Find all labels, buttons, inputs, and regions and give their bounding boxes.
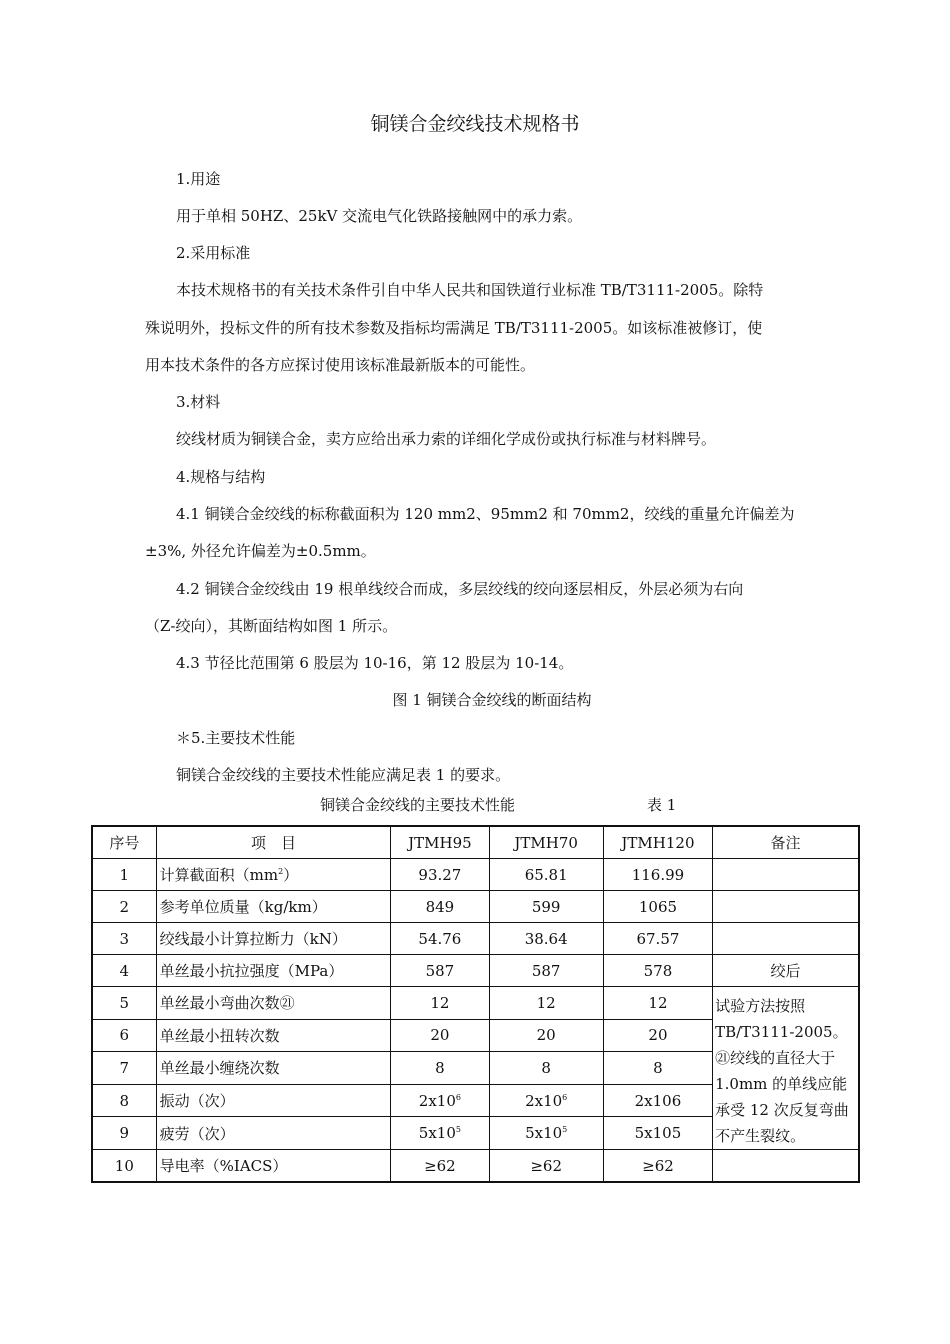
- row-jtmh120: ≥62: [603, 1150, 712, 1183]
- table-row: [92, 923, 859, 955]
- row-jtmh120: 12: [603, 987, 712, 1020]
- table-header-row: [92, 826, 859, 859]
- material-text: 绞线材质为铜镁合金，卖方应给出承力索的详细化学成份或执行标准与材料牌号。: [176, 430, 717, 448]
- row-jtmh70: 38.64: [489, 923, 603, 955]
- row-item: 疲劳（次）: [156, 1117, 391, 1150]
- row-remark: [713, 1150, 859, 1183]
- row-jtmh120: 116.99: [603, 859, 712, 891]
- row-jtmh70: 65.81: [489, 859, 603, 891]
- spec-4-3: 4.3 节径比范围第 6 股层为 10-16，第 12 股层为 10-14。: [176, 654, 574, 672]
- row-jtmh120: 578: [603, 955, 712, 987]
- table-row: [92, 1150, 859, 1183]
- row-jtmh70: $5x10^5$: [489, 1117, 603, 1150]
- performance-table: [91, 825, 860, 1183]
- row-jtmh120: 67.57: [603, 923, 712, 955]
- row-no: 8: [92, 1084, 156, 1117]
- row-jtmh70: 587: [489, 955, 603, 987]
- spec-4-1-line-2: ±3%, 外径允许偏差为±0.5mm。: [145, 542, 376, 560]
- row-item: 单丝最小扭转次数: [156, 1019, 391, 1052]
- table-row: [92, 987, 859, 1020]
- row-no: 7: [92, 1052, 156, 1085]
- row-no: 6: [92, 1019, 156, 1052]
- section-heading-standard: 2.采用标准: [176, 244, 251, 262]
- row-item: 单丝最小弯曲次数㉑: [156, 987, 391, 1020]
- row-jtmh95: 54.76: [391, 923, 489, 955]
- row-item: 单丝最小缠绕次数: [156, 1052, 391, 1085]
- row-no: 4: [92, 955, 156, 987]
- row-remark: [713, 923, 859, 955]
- row-jtmh120: 8: [603, 1052, 712, 1085]
- spec-4-2-line-1: 4.2 铜镁合金绞线由 19 根单线绞合而成，多层绞线的绞向逐层相反，外层必须为右向: [176, 580, 744, 598]
- row-item: 振动（次）: [156, 1084, 391, 1117]
- remark-test-method: 试验方法按照 TB/T3111-2005。 ㉑绞线的直径大于 1.0mm 的单线应能 承受 12 次反复弯曲 不产生裂纹。: [713, 987, 859, 1150]
- row-jtmh95: ≥62: [391, 1150, 489, 1183]
- table-row: [92, 955, 859, 987]
- row-item: 绞线最小计算拉断力（kN）: [156, 923, 391, 955]
- row-no: 5: [92, 987, 156, 1020]
- row-jtmh95: 93.27: [391, 859, 489, 891]
- row-jtmh95: 20: [391, 1019, 489, 1052]
- row-jtmh95: 587: [391, 955, 489, 987]
- row-no: 3: [92, 923, 156, 955]
- standard-text-line-2: 殊说明外，投标文件的所有技术参数及指标均需满足 TB/T3111-2005。如该标准被修订，使: [145, 319, 763, 337]
- table-caption: 铜镁合金绞线的主要技术性能: [320, 796, 516, 814]
- header-no: 序号: [92, 826, 156, 859]
- row-no: 2: [92, 891, 156, 923]
- header-jtmh120: JTMH120: [603, 826, 712, 859]
- standard-text-line-3: 用本技术条件的各方应探讨使用该标准最新版本的可能性。: [145, 356, 536, 374]
- row-item: 参考单位质量（kg/km）: [156, 891, 391, 923]
- row-jtmh70: $2x10^6$: [489, 1084, 603, 1117]
- row-jtmh95: $5x10^5$: [391, 1117, 489, 1150]
- table-number: 表 1: [647, 796, 677, 814]
- row-jtmh120: 1065: [603, 891, 712, 923]
- row-remark: 绞后: [713, 955, 859, 987]
- purpose-text: 用于单相 50HZ、25kV 交流电气化铁路接触网中的承力索。: [176, 207, 583, 225]
- row-jtmh70: 8: [489, 1052, 603, 1085]
- header-remark: 备注: [713, 826, 859, 859]
- spec-4-2-line-2: （Z-绞向），其断面结构如图 1 所示。: [145, 617, 398, 635]
- header-jtmh70: JTMH70: [489, 826, 603, 859]
- row-jtmh70: ≥62: [489, 1150, 603, 1183]
- standard-text-line-1: 本技术规格书的有关技术条件引自中华人民共和国铁道行业标准 TB/T3111-2005。除特: [176, 281, 764, 299]
- row-item: 导电率（%IACS）: [156, 1150, 391, 1183]
- row-jtmh120: 5x105: [603, 1117, 712, 1150]
- row-jtmh70: 20: [489, 1019, 603, 1052]
- spec-4-1-line-1: 4.1 铜镁合金绞线的标称截面积为 120 mm2、95mm2 和 70mm2，绞线的重量允许偏差为: [176, 505, 795, 523]
- row-item: 计算截面积$(mm^2)$: [156, 859, 391, 891]
- row-jtmh120: 2x106: [603, 1084, 712, 1117]
- table-row: [92, 859, 859, 891]
- row-jtmh95: 849: [391, 891, 489, 923]
- section-heading-spec: 4.规格与结构: [176, 468, 266, 486]
- performance-text: 铜镁合金绞线的主要技术性能应满足表 1 的要求。: [176, 766, 511, 784]
- row-remark: [713, 859, 859, 891]
- row-jtmh95: 12: [391, 987, 489, 1020]
- row-jtmh120: 20: [603, 1019, 712, 1052]
- row-jtmh95: $2x10^6$: [391, 1084, 489, 1117]
- header-item: 项 目: [156, 826, 391, 859]
- row-no: 1: [92, 859, 156, 891]
- section-heading-material: 3.材料: [176, 393, 221, 411]
- row-jtmh70: 599: [489, 891, 603, 923]
- document-title: 铜镁合金绞线技术规格书: [370, 113, 580, 135]
- row-jtmh70: 12: [489, 987, 603, 1020]
- row-item: 单丝最小抗拉强度（MPa）: [156, 955, 391, 987]
- row-jtmh95: 8: [391, 1052, 489, 1085]
- row-no: 10: [92, 1150, 156, 1183]
- table-row: [92, 891, 859, 923]
- row-remark: [713, 891, 859, 923]
- header-jtmh95: JTMH95: [391, 826, 489, 859]
- section-heading-purpose: 1.用途: [176, 170, 221, 188]
- row-no: 9: [92, 1117, 156, 1150]
- section-heading-performance: ＊5.主要技术性能: [176, 729, 296, 747]
- figure-caption: 图 1 铜镁合金绞线的断面结构: [392, 691, 592, 709]
